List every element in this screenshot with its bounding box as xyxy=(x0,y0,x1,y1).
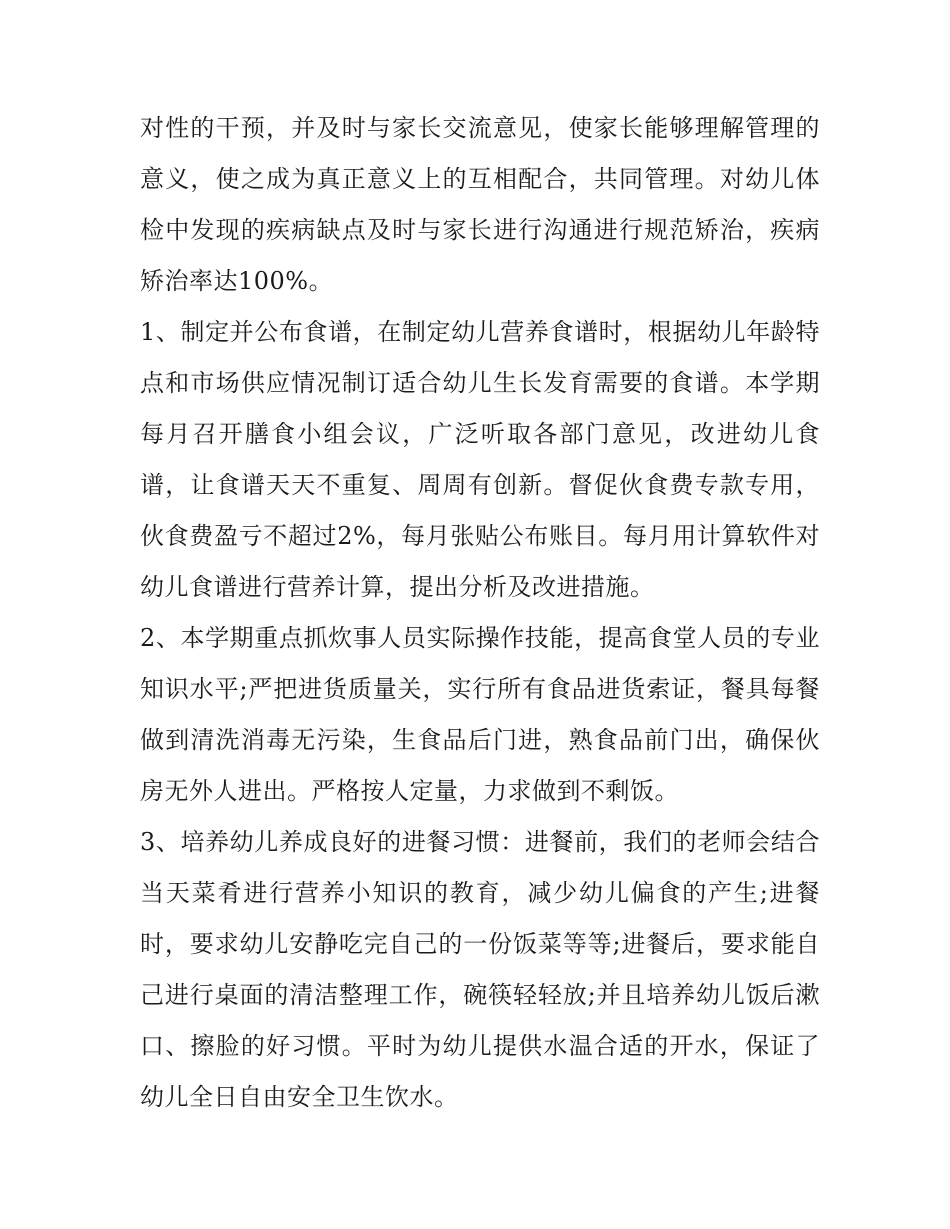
paragraph-intro: 对性的干预，并及时与家长交流意见，使家长能够理解管理的意义，使之成为真正意义上的互相配合，共同管理。对幼儿体检中发现的疾病缺点及时与家长进行沟通进行规范矫治，疾病矫治率达100%。 xyxy=(140,114,820,295)
paragraph-item-3: 3、培养幼儿养成良好的进餐习惯：进餐前，我们的老师会结合当天菜肴进行营养小知识的教育，减少幼儿偏食的产生;进餐时，要求幼儿安静吃完自己的一份饭菜等等;进餐后，要求能自己进行桌面的清洁整理工作，碗筷轻轻放;并且培养幼儿饭后漱口、擦脸的好习惯。平时为幼儿提供水温合适的开水，保证了幼儿全日自由安全卫生饮水。 xyxy=(140,828,820,1111)
paragraph-item-2: 2、本学期重点抓炊事人员实际操作技能，提高食堂人员的专业知识水平;严把进货质量关，实行所有食品进货索证，餐具每餐做到清洗消毒无污染，生食品后门进，熟食品前门出，确保伙房无外人进出。严格按人定量，力求做到不剩饭。 xyxy=(140,624,820,805)
paragraph-item-1: 1、制定并公布食谱，在制定幼儿营养食谱时，根据幼儿年龄特点和市场供应情况制订适合幼儿生长发育需要的食谱。本学期每月召开膳食小组会议，广泛听取各部门意见，改进幼儿食谱，让食谱天天不重复、周周有创新。督促伙食费专款专用，伙食费盈亏不超过2%，每月张贴公布账目。每月用计算软件对幼儿食谱进行营养计算，提出分析及改进措施。 xyxy=(140,318,820,601)
document-body xyxy=(140,103,820,1123)
